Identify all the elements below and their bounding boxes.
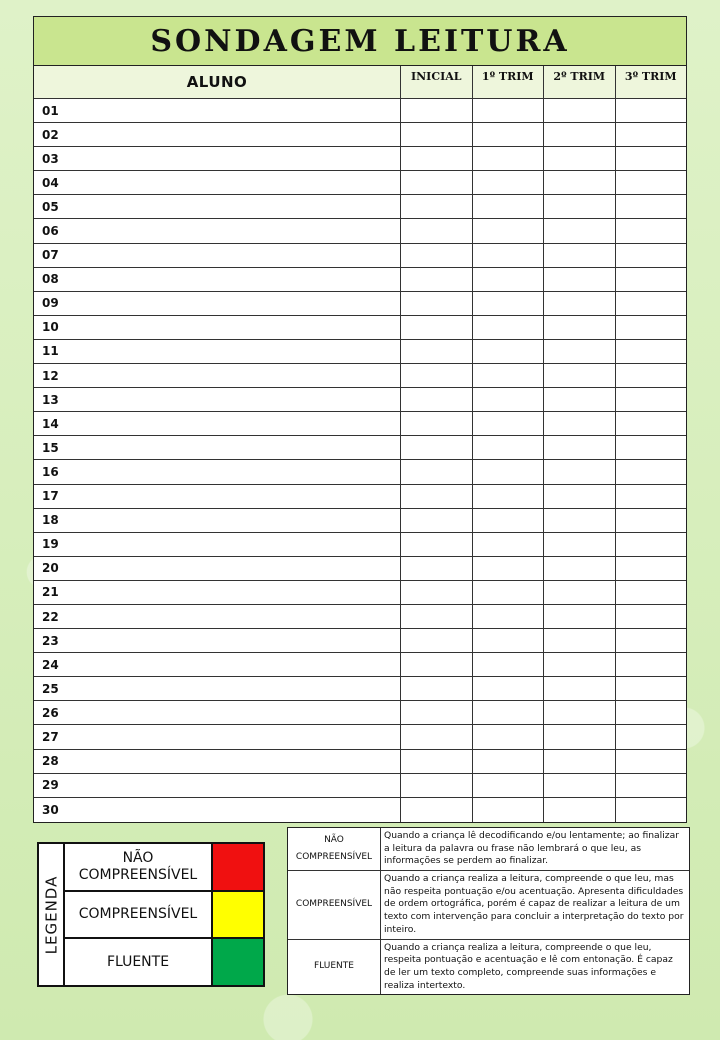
assessment-cell[interactable] (616, 581, 687, 604)
table-row (34, 147, 686, 171)
assessment-cell[interactable] (616, 509, 687, 532)
description-term: NÃO COMPREENSÍVEL (288, 828, 381, 870)
student-number: 23 (34, 629, 401, 652)
assessment-cell[interactable] (401, 605, 473, 628)
assessment-cell[interactable] (473, 219, 545, 242)
table-body (34, 99, 686, 822)
assessment-cell[interactable] (473, 171, 545, 194)
assessment-cell[interactable] (616, 557, 687, 580)
assessment-cell[interactable] (616, 701, 687, 724)
student-number: 12 (34, 364, 401, 387)
assessment-cell[interactable] (616, 292, 687, 315)
legend-label: LEGENDA (42, 875, 60, 954)
student-number: 20 (34, 557, 401, 580)
assessment-cell[interactable] (616, 123, 687, 146)
legend-item-label: FLUENTE (106, 953, 170, 970)
student-number: 25 (34, 677, 401, 700)
assessment-cell[interactable] (401, 147, 473, 170)
assessment-cell[interactable] (544, 99, 616, 122)
assessment-cell[interactable] (544, 774, 616, 797)
legend-item-label: NÃO COMPREENSÍVEL (78, 850, 198, 883)
assessment-cell[interactable] (544, 316, 616, 339)
assessment-cell[interactable] (616, 340, 687, 363)
description-row-fluente (288, 940, 689, 995)
table-row (34, 533, 686, 557)
table-row (34, 725, 686, 749)
assessment-cell[interactable] (544, 509, 616, 532)
table-row (34, 99, 686, 123)
assessment-cell[interactable] (544, 581, 616, 604)
legend-label-cell (39, 844, 65, 985)
assessment-cell[interactable] (401, 774, 473, 797)
student-number: 02 (34, 123, 401, 146)
assessment-cell[interactable] (401, 581, 473, 604)
description-row-compreensivel (288, 871, 689, 939)
assessment-cell[interactable] (544, 340, 616, 363)
table-row (34, 701, 686, 725)
assessment-cell[interactable] (616, 605, 687, 628)
assessment-cell[interactable] (616, 268, 687, 291)
assessment-cell[interactable] (401, 485, 473, 508)
assessment-cell[interactable] (544, 677, 616, 700)
assessment-cell[interactable] (544, 219, 616, 242)
table-row (34, 292, 686, 316)
assessment-cell[interactable] (544, 388, 616, 411)
table-row (34, 581, 686, 605)
table-row (34, 605, 686, 629)
assessment-cell[interactable] (401, 798, 473, 822)
assessment-cell[interactable] (616, 147, 687, 170)
table-row (34, 653, 686, 677)
assessment-cell[interactable] (544, 268, 616, 291)
assessment-cell[interactable] (544, 653, 616, 676)
assessment-cell[interactable] (401, 557, 473, 580)
column-header-inicial: INICIAL (401, 66, 473, 98)
assessment-cell[interactable] (616, 171, 687, 194)
assessment-cell[interactable] (473, 509, 545, 532)
assessment-cell[interactable] (616, 244, 687, 267)
student-number: 01 (34, 99, 401, 122)
table-row (34, 123, 686, 147)
student-number: 03 (34, 147, 401, 170)
assessment-cell[interactable] (616, 316, 687, 339)
assessment-cell[interactable] (544, 605, 616, 628)
assessment-cell[interactable] (616, 364, 687, 387)
table-row (34, 340, 686, 364)
table-row (34, 557, 686, 581)
assessment-cell[interactable] (544, 460, 616, 483)
assessment-cell[interactable] (616, 412, 687, 435)
student-number: 28 (34, 750, 401, 773)
assessment-cell[interactable] (544, 750, 616, 773)
student-number: 30 (34, 798, 401, 822)
assessment-cell[interactable] (473, 364, 545, 387)
assessment-cell[interactable] (616, 774, 687, 797)
student-number: 29 (34, 774, 401, 797)
assessment-cell[interactable] (616, 677, 687, 700)
assessment-cell[interactable] (401, 340, 473, 363)
assessment-cell[interactable] (544, 701, 616, 724)
assessment-cell[interactable] (473, 460, 545, 483)
assessment-cell[interactable] (544, 412, 616, 435)
assessment-cell[interactable] (473, 629, 545, 652)
assessment-cell[interactable] (473, 485, 545, 508)
assessment-cell[interactable] (401, 725, 473, 748)
assessment-cell[interactable] (544, 533, 616, 556)
assessment-cell[interactable] (401, 268, 473, 291)
assessment-cell[interactable] (401, 677, 473, 700)
assessment-cell[interactable] (473, 653, 545, 676)
assessment-cell[interactable] (473, 412, 545, 435)
assessment-cell[interactable] (473, 581, 545, 604)
assessment-cell[interactable] (616, 436, 687, 459)
table-row (34, 629, 686, 653)
table-row (34, 798, 686, 822)
assessment-cell[interactable] (473, 147, 545, 170)
assessment-cell[interactable] (401, 364, 473, 387)
assessment-cell[interactable] (473, 533, 545, 556)
assessment-cell[interactable] (401, 219, 473, 242)
assessment-cell[interactable] (473, 99, 545, 122)
table-row (34, 460, 686, 484)
table-header-row (34, 66, 686, 99)
description-row-nao-compreensivel (288, 828, 689, 871)
assessment-cell[interactable] (616, 195, 687, 218)
assessment-cell[interactable] (401, 701, 473, 724)
table-row (34, 750, 686, 774)
assessment-cell[interactable] (544, 629, 616, 652)
assessment-cell[interactable] (401, 629, 473, 652)
table-row (34, 677, 686, 701)
student-number: 05 (34, 195, 401, 218)
description-text: Quando a criança lê decodificando e/ou lentamente; ao finalizar a leitura da palavra ou frase não lembrará o que leu, as informações se perdem ao finalizar. (384, 830, 680, 867)
assessment-cell[interactable] (401, 244, 473, 267)
column-header-1-trim: 1º TRIM (473, 66, 545, 98)
assessment-cell[interactable] (473, 244, 545, 267)
table-row (34, 485, 686, 509)
assessment-cell[interactable] (544, 244, 616, 267)
student-number: 15 (34, 436, 401, 459)
assessment-cell[interactable] (616, 485, 687, 508)
assessment-cell[interactable] (473, 292, 545, 315)
column-header-3-trim: 3º TRIM (624, 70, 677, 83)
assessment-cell[interactable] (544, 147, 616, 170)
assessment-cell[interactable] (473, 557, 545, 580)
assessment-cell[interactable] (544, 195, 616, 218)
table-row (34, 316, 686, 340)
table-row (34, 171, 686, 195)
assessment-cell[interactable] (616, 798, 687, 822)
assessment-cell[interactable] (401, 750, 473, 773)
assessment-cell[interactable] (473, 195, 545, 218)
assessment-cell[interactable] (401, 412, 473, 435)
assessment-cell[interactable] (616, 533, 687, 556)
student-number: 04 (34, 171, 401, 194)
student-number: 10 (34, 316, 401, 339)
assessment-cell[interactable] (473, 388, 545, 411)
table-row (34, 509, 686, 533)
assessment-cell[interactable] (401, 436, 473, 459)
assessment-cell[interactable] (616, 219, 687, 242)
assessment-cell[interactable] (616, 99, 687, 122)
legend-item-compreensivel (65, 892, 263, 940)
assessment-cell[interactable] (401, 195, 473, 218)
assessment-cell[interactable] (401, 653, 473, 676)
column-header-2-trim: 2º TRIM (544, 66, 616, 98)
student-number: 19 (34, 533, 401, 556)
legend-items (65, 844, 263, 985)
student-number: 18 (34, 509, 401, 532)
assessment-cell[interactable] (616, 750, 687, 773)
legend-item-label: COMPREENSÍVEL (78, 906, 198, 923)
student-number: 13 (34, 388, 401, 411)
assessment-cell[interactable] (544, 557, 616, 580)
assessment-cell[interactable] (473, 701, 545, 724)
assessment-cell[interactable] (544, 725, 616, 748)
reading-survey-table (33, 16, 687, 823)
student-number: 11 (34, 340, 401, 363)
assessment-cell[interactable] (401, 509, 473, 532)
assessment-cell[interactable] (401, 460, 473, 483)
assessment-cell[interactable] (544, 292, 616, 315)
assessment-cell[interactable] (401, 388, 473, 411)
assessment-cell[interactable] (544, 485, 616, 508)
assessment-cell[interactable] (473, 316, 545, 339)
table-row (34, 364, 686, 388)
assessment-cell[interactable] (616, 653, 687, 676)
assessment-cell[interactable] (616, 725, 687, 748)
description-table (287, 827, 690, 995)
assessment-cell[interactable] (616, 388, 687, 411)
table-row (34, 268, 686, 292)
assessment-cell[interactable] (473, 436, 545, 459)
assessment-cell[interactable] (401, 533, 473, 556)
page-title: SONDAGEM LEITURA (34, 17, 686, 66)
student-number: 09 (34, 292, 401, 315)
assessment-cell[interactable] (473, 340, 545, 363)
legend-box (37, 842, 265, 987)
table-row (34, 244, 686, 268)
legend-item-nao-compreensivel (65, 844, 263, 892)
assessment-cell[interactable] (544, 436, 616, 459)
student-number: 16 (34, 460, 401, 483)
table-row (34, 412, 686, 436)
student-number: 07 (34, 244, 401, 267)
description-text: Quando a criança realiza a leitura, compreende o que leu, respeita pontuação e acentuação e lê com entonação. É capaz de ler um texto completo, compreende suas informações e realiza intertexto. (384, 941, 673, 991)
assessment-cell[interactable] (544, 364, 616, 387)
description-text: Quando a criança realiza a leitura, compreende o que leu, mas não respeita pontuação e/ou acentuação. Apresenta dificuldades de ordem ortográfica, porém é capaz de realizar a leitura de um texto com intervenção para concluir a interpretação do texto por inteiro. (384, 873, 684, 935)
student-number: 06 (34, 219, 401, 242)
assessment-cell[interactable] (544, 123, 616, 146)
description-term: FLUENTE (288, 940, 381, 995)
legend-swatch-green (211, 939, 263, 985)
legend-item-fluente (65, 939, 263, 985)
assessment-cell[interactable] (401, 171, 473, 194)
assessment-cell[interactable] (401, 99, 473, 122)
assessment-cell[interactable] (401, 123, 473, 146)
student-number: 14 (34, 412, 401, 435)
assessment-cell[interactable] (473, 677, 545, 700)
student-number: 26 (34, 701, 401, 724)
student-column-header: ALUNO (34, 66, 401, 98)
assessment-cell[interactable] (616, 629, 687, 652)
assessment-cell[interactable] (544, 798, 616, 822)
assessment-cell[interactable] (544, 171, 616, 194)
assessment-cell[interactable] (401, 316, 473, 339)
assessment-cell[interactable] (473, 268, 545, 291)
assessment-cell[interactable] (473, 605, 545, 628)
legend-swatch-red (211, 844, 263, 890)
student-number: 27 (34, 725, 401, 748)
assessment-cell[interactable] (473, 123, 545, 146)
assessment-cell[interactable] (473, 750, 545, 773)
table-row (34, 388, 686, 412)
student-number: 24 (34, 653, 401, 676)
table-row (34, 219, 686, 243)
table-row (34, 774, 686, 798)
table-row (34, 195, 686, 219)
legend-swatch-yellow (211, 892, 263, 938)
student-number: 08 (34, 268, 401, 291)
assessment-cell[interactable] (473, 798, 545, 822)
student-number: 17 (34, 485, 401, 508)
student-number: 21 (34, 581, 401, 604)
assessment-cell[interactable] (616, 460, 687, 483)
assessment-cell[interactable] (473, 725, 545, 748)
assessment-cell[interactable] (473, 774, 545, 797)
table-row (34, 436, 686, 460)
description-term: COMPREENSÍVEL (288, 871, 381, 938)
student-number: 22 (34, 605, 401, 628)
assessment-cell[interactable] (401, 292, 473, 315)
